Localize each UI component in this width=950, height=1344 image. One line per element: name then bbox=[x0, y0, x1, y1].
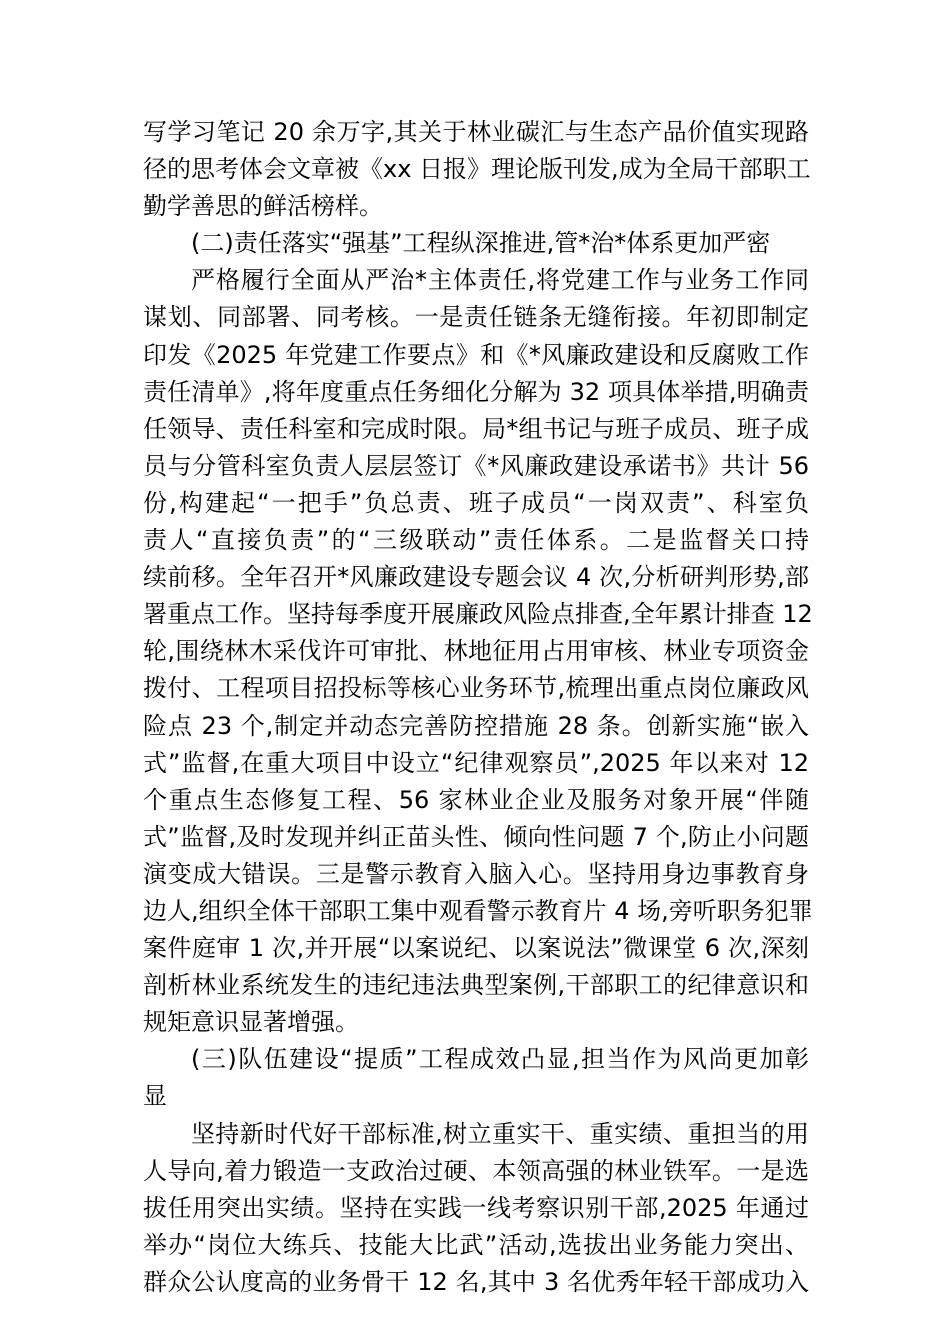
text-line: 剖析林业系统发生的违纪违法典型案例,干部职工的纪律意识和 bbox=[143, 971, 809, 1000]
text-line: 规矩意识显著增强。 bbox=[143, 1008, 359, 1037]
document-body bbox=[143, 114, 813, 1301]
text-line: 人导向,着力锻造一支政治过硬、本领高强的林业铁军。一是选 bbox=[143, 1156, 809, 1185]
text-line: 续前移。全年召开*风廉政建设专题会议 4 次,分析研判形势,部 bbox=[143, 563, 809, 592]
text-line: 谋划、同部署、同考核。一是责任链条无缝衔接。年初即制定 bbox=[143, 303, 809, 332]
text-line: 拨付、工程项目招投标等核心业务环节,梳理出重点岗位廉政风 bbox=[143, 674, 809, 703]
text-line: 严格履行全面从严治*主体责任,将党建工作与业务工作同 bbox=[191, 266, 809, 295]
text-line: 边人,组织全体干部职工集中观看警示教育片 4 场,旁听职务犯罪 bbox=[143, 896, 813, 925]
text-line: 演变成大错误。三是警示教育入脑入心。坚持用身边事教育身 bbox=[143, 859, 809, 888]
text-line: 式”监督,及时发现并纠正苗头性、倾向性问题 7 个,防止小问题 bbox=[143, 822, 809, 851]
text-line: 员与分管科室负责人层层签订《*风廉政建设承诺书》共计 56 bbox=[143, 451, 809, 480]
text-line: 写学习笔记 20 余万字,其关于林业碳汇与生态产品价值实现路 bbox=[143, 118, 809, 146]
text-line: 案件庭审 1 次,并开展“以案说纪、以案说法”微课堂 6 次,深刻 bbox=[143, 934, 809, 963]
text-line: 任领导、责任科室和完成时限。局*组书记与班子成员、班子成 bbox=[143, 414, 809, 443]
text-line: 责任清单》,将年度重点任务细化分解为 32 项具体举措,明确责 bbox=[143, 377, 809, 406]
text-line: 印发《2025 年党建工作要点》和《*风廉政建设和反腐败工作 bbox=[143, 340, 809, 369]
text-line: 拔任用突出实绩。坚持在实践一线考察识别干部,2025 年通过 bbox=[143, 1193, 809, 1222]
text-line: 署重点工作。坚持每季度开展廉政风险点排查,全年累计排查 12 bbox=[143, 600, 813, 629]
text-line: 份,构建起“一把手”负总责、班子成员“一岗双责”、科室负 bbox=[143, 488, 809, 517]
text-line: 举办“岗位大练兵、技能大比武”活动,选拔出业务能力突出、 bbox=[143, 1230, 809, 1259]
text-line: 群众公认度高的业务骨干 12 名,其中 3 名优秀年轻干部成功入 bbox=[143, 1267, 809, 1296]
text-line: 险点 23 个,制定并动态完善防控措施 28 条。创新实施“嵌入 bbox=[143, 711, 809, 740]
text-line: 径的思考体会文章被《xx 日报》理论版刊发,成为全局干部职工 bbox=[143, 155, 811, 184]
text-line: 个重点生态修复工程、56 家林业企业及服务对象开展“伴随 bbox=[143, 785, 809, 814]
section-heading-3-continued: 显 bbox=[143, 1082, 167, 1111]
text-line: 坚持新时代好干部标准,树立重实干、重实绩、重担当的用 bbox=[191, 1119, 809, 1148]
section-heading-2: (二)责任落实“强基”工程纵深推进,管*治*体系更加严密 bbox=[191, 229, 771, 258]
text-line: 式”监督,在重大项目中设立“纪律观察员”,2025 年以来对 12 bbox=[143, 748, 809, 777]
text-line: 勤学善思的鲜活榜样。 bbox=[143, 192, 383, 221]
text-line: 轮,围绕林木采伐许可审批、林地征用占用审核、林业专项资金 bbox=[143, 637, 809, 666]
section-heading-3: (三)队伍建设“提质”工程成效凸显,担当作为风尚更加彰 bbox=[191, 1045, 809, 1074]
text-line: 责人“直接负责”的“三级联动”责任体系。二是监督关口持 bbox=[143, 526, 809, 555]
